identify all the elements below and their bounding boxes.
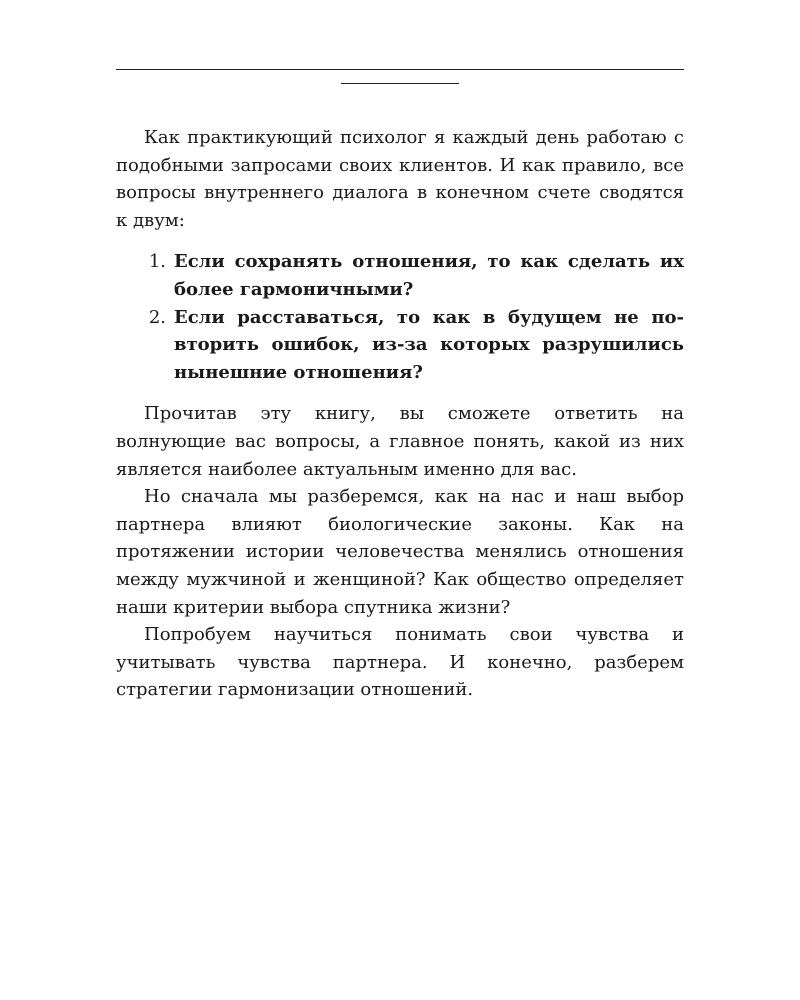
list-item [116, 248, 684, 303]
paragraph-book: Прочитав эту книгу, вы сможете ответить на волнующие вас вопросы, а главное понять, какой из них является наиболее актуальным именно для вас. [116, 403, 684, 480]
header-rule-short [341, 83, 459, 84]
paragraph-intro: Как практикующий психолог я каждый день работаю с подобными запросами своих клиентов. И как правило, все вопросы внутреннего диалога в конечном счете сводятся к двум: [116, 127, 684, 231]
list-item-text: Если сохранять отношения, то как сделать их более гармоничными? [174, 251, 684, 300]
list-item-text: Если расставаться, то как в будущем не повторить ошибок, из-за которых разрушились нынешние отношения? [174, 306, 684, 383]
list-item [116, 304, 684, 387]
list-item-number: 1. [148, 251, 166, 273]
paragraph-biology: Но сначала мы разберемся, как на нас и наш выбор партнера влияют биологические законы. Как на протяжении истории человечества менялись отношения между мужчиной и женщиной? Как общество определяет наши критерии выбора спутника жизни? [116, 486, 684, 618]
questions-list [116, 248, 684, 386]
paragraph-strategies: Попробуем научиться понимать свои чувства и учитывать чувства партнера. И конечно, разберем стратегии гармонизации отношений. [116, 624, 684, 701]
header-rule [116, 69, 684, 70]
list-item-number: 2. [148, 306, 166, 328]
page-body [116, 124, 684, 704]
